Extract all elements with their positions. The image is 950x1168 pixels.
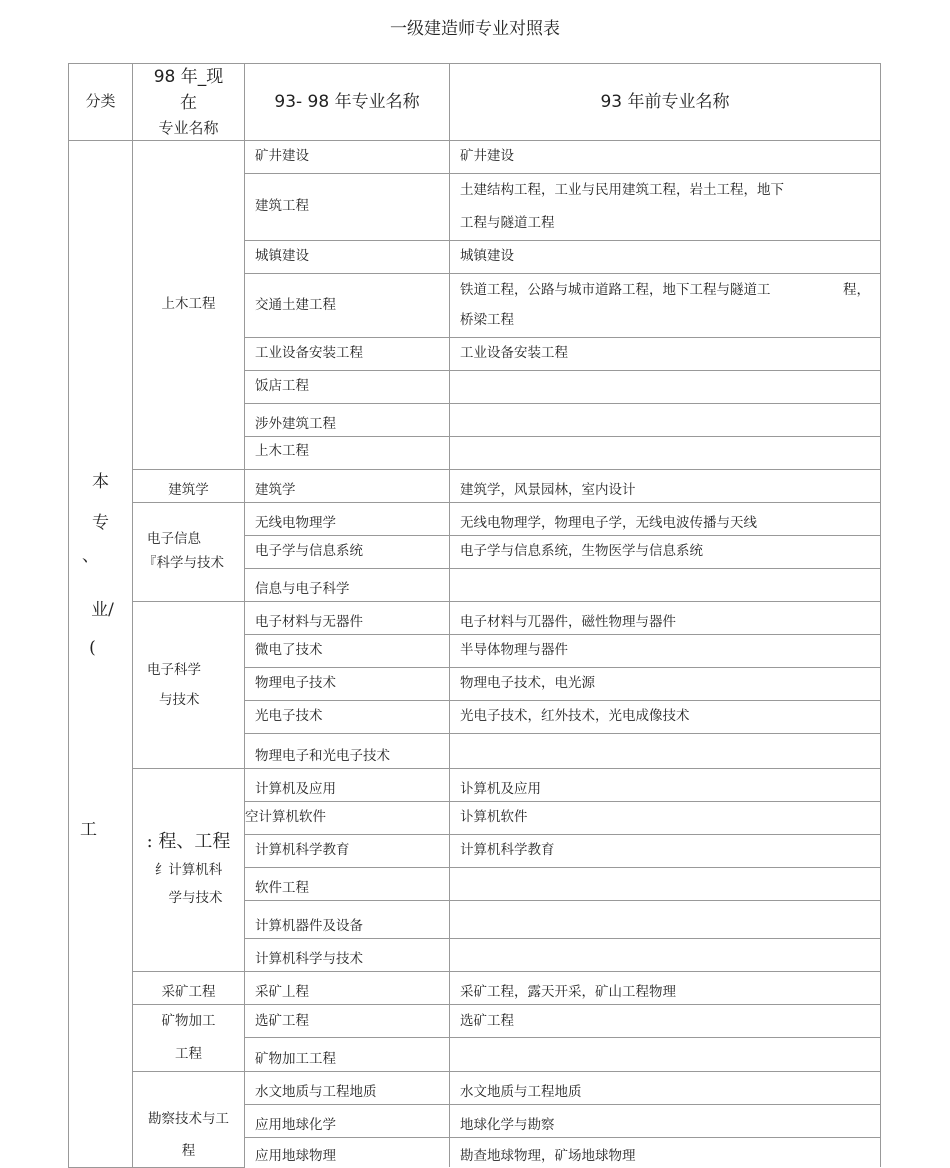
table-row — [69, 1004, 881, 1038]
category-glyph: 专 — [92, 512, 109, 533]
pre-major-cell: 计算机科学教育 — [450, 834, 881, 867]
group-computer-science — [133, 768, 245, 971]
mid-major-cell: 电子材料与无器件 — [245, 601, 450, 634]
pre-major-cell: 工业设备安装工程 — [450, 337, 881, 370]
header-category: 分类 — [69, 64, 133, 141]
category-glyph: 本 — [92, 471, 109, 492]
group-label-line: 矿物加工 — [161, 1012, 216, 1029]
header-current-major — [133, 64, 245, 141]
pre-major-cell: 讣算机及应用 — [450, 768, 881, 801]
group-civil-engineering: 上木工程 — [133, 140, 245, 469]
mid-major-cell: 光电子技术 — [245, 700, 450, 733]
group-label-line: 勘察技术与工 — [148, 1110, 229, 1127]
table-row — [69, 601, 881, 634]
mid-major-cell: 上木工程 — [245, 436, 450, 469]
group-label-line: 程 — [181, 1142, 196, 1159]
group-label-line: : 程、工程 — [146, 830, 231, 852]
mid-major-cell: 信息与电子科学 — [245, 568, 450, 601]
pre-major-cell: 水文地质与工程地质 — [450, 1071, 881, 1104]
mid-major-cell: 水文地质与工程地质 — [245, 1071, 450, 1104]
table-row — [69, 768, 881, 801]
pre-major-cell — [450, 273, 881, 337]
pre-major-cell — [450, 568, 881, 601]
group-mining-engineering: 采矿工程 — [133, 971, 245, 1004]
header-current-line1: 98 年_现 在 — [153, 67, 224, 114]
group-label-line: 纟计算机科 — [154, 861, 223, 878]
pre-major-cell: 讣算机软件 — [450, 801, 881, 834]
pre-major-cell: 建筑学，风景园林，室内设计 — [450, 469, 881, 502]
group-label-line: 电子信息 — [147, 530, 201, 547]
table-row — [69, 1071, 881, 1104]
table-row — [69, 502, 881, 535]
group-label-line: 『科学与技术 — [143, 554, 224, 571]
mid-major-cell: 交通土建工程 — [245, 273, 450, 337]
group-electronic-science — [133, 601, 245, 768]
mid-major-cell: 物理电子技术 — [245, 667, 450, 700]
mid-major-cell: 矿井建设 — [245, 140, 450, 173]
pre-major-line: 土建结构工程，工业与民用建筑工程，岩土工程，地下 — [460, 181, 784, 198]
group-label-line: 电子科学 — [147, 661, 201, 678]
header-93-98-major: 93- 98 年专业名称 — [245, 64, 450, 141]
group-electronic-information — [133, 502, 245, 601]
header-current-line2: 专业名称 — [158, 118, 219, 137]
mid-major-cell: 计算机及应用 — [245, 768, 450, 801]
table-row — [69, 469, 881, 502]
mid-major-cell: 微电了技术 — [245, 634, 450, 667]
pre-major-cell: 矿井建设 — [450, 140, 881, 173]
mid-major-cell: 工业设备安装工程 — [245, 337, 450, 370]
mid-major-cell: 计算机科学教育 — [245, 834, 450, 867]
pre-major-cell: 电子材料与兀器件，磁性物理与器件 — [450, 601, 881, 634]
pre-major-cell: 物理电子技术，电光源 — [450, 667, 881, 700]
category-column — [69, 140, 133, 1167]
mid-major-cell: 建筑工程 — [245, 173, 450, 240]
mid-major-cell: 矿物加工工程 — [245, 1038, 450, 1072]
group-label-line: 工程 — [175, 1045, 202, 1062]
mid-major-cell: 空计算机软件 — [245, 801, 450, 834]
category-glyph: ( — [89, 637, 96, 658]
mid-major-cell: 应用地球物理 — [245, 1137, 450, 1167]
pre-major-cell: 地球化学与勘察 — [450, 1104, 881, 1137]
pre-major-cell: 选矿工程 — [450, 1004, 881, 1038]
category-glyph: 业/ — [91, 599, 114, 620]
group-architecture: 建筑学 — [133, 469, 245, 502]
mid-major-cell: 涉外建筑工程 — [245, 403, 450, 436]
mid-major-cell: 饭店工程 — [245, 370, 450, 403]
pre-major-cell: 无线电物理学，物理电子学，无线电波传播与天线 — [450, 502, 881, 535]
pre-major-cell: 半导体物理与器件 — [450, 634, 881, 667]
pre-major-cell: 城镇建设 — [450, 240, 881, 273]
group-label-line: 与技术 — [159, 691, 200, 708]
pre-major-line: 桥梁工程 — [460, 312, 514, 329]
pre-major-cell — [450, 938, 881, 971]
pre-major-cell: 采矿工程，露天开采，矿山工程物理 — [450, 971, 881, 1004]
mid-major-cell: 无线电物理学 — [245, 502, 450, 535]
mid-major-cell: 软件工程 — [245, 867, 450, 900]
mid-major-cell: 城镇建设 — [245, 240, 450, 273]
pre-major-cell — [450, 733, 881, 768]
pre-major-cell — [450, 173, 881, 240]
header-pre-93-major: 93 年前专业名称 — [450, 64, 881, 141]
major-comparison-table — [68, 63, 881, 1168]
pre-major-cell — [450, 403, 881, 436]
group-survey-technology — [133, 1071, 245, 1167]
mid-major-cell: 计算机科学与技术 — [245, 938, 450, 971]
pre-major-cell: 光电子技术，红外技术，光电成像技术 — [450, 700, 881, 733]
pre-major-cell: 勘查地球物理，矿场地球物理 — [450, 1137, 881, 1167]
category-glyph: 、 — [82, 545, 99, 566]
pre-major-cell: 电子学与信息系统，生物医学与信息系统 — [450, 535, 881, 568]
page-title: 一级建造师专业对照表 — [390, 19, 560, 39]
group-mineral-processing — [133, 1004, 245, 1071]
pre-major-cell — [450, 900, 881, 938]
pre-major-cell — [450, 370, 881, 403]
pre-major-text-tail: 程， — [843, 282, 870, 299]
mid-major-cell: 物理电子和光电子技术 — [245, 733, 450, 768]
mid-major-cell: 计算机器件及设备 — [245, 900, 450, 938]
mid-major-cell: 选矿工程 — [245, 1004, 450, 1038]
table-row — [69, 971, 881, 1004]
pre-major-cell — [450, 867, 881, 900]
mid-major-cell: 建筑学 — [245, 469, 450, 502]
header-row — [69, 64, 881, 141]
category-glyph: 工 — [80, 819, 97, 840]
mid-major-cell: 采矿丄程 — [245, 971, 450, 1004]
mid-major-cell: 电子学与信息系统 — [245, 535, 450, 568]
pre-major-line: 工程与隧道工程 — [460, 214, 555, 231]
pre-major-text: 铁道工程，公路与城市道路工程，地下工程与隧道工 — [460, 282, 771, 299]
mid-major-cell: 应用地球化学 — [245, 1104, 450, 1137]
pre-major-cell — [450, 1038, 881, 1072]
pre-major-line — [460, 275, 870, 305]
table-row — [69, 140, 881, 173]
group-label-line: 学与技术 — [168, 889, 223, 906]
pre-major-cell — [450, 436, 881, 469]
